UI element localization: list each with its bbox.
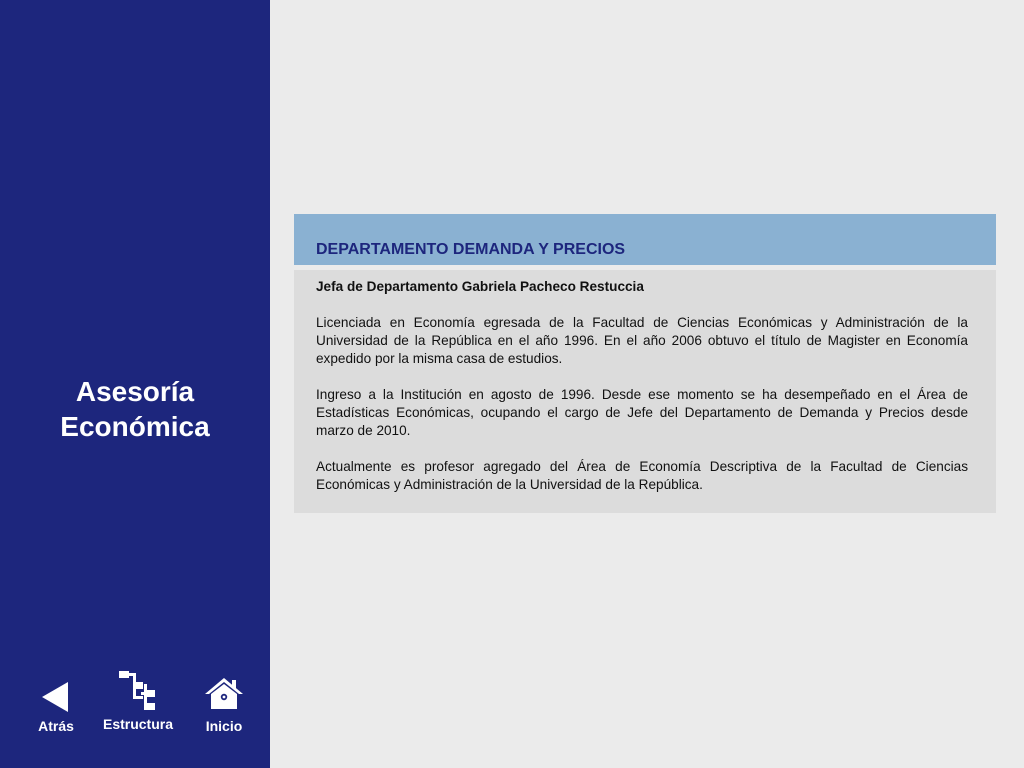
structure-button[interactable] bbox=[98, 668, 178, 736]
sidebar-title bbox=[0, 374, 270, 444]
sidebar bbox=[0, 0, 270, 768]
home-label: Inicio bbox=[205, 718, 243, 734]
panel-header-title: DEPARTAMENTO DEMANDA Y PRECIOS bbox=[316, 241, 626, 258]
structure-tree-icon bbox=[118, 670, 158, 712]
panel-content bbox=[316, 278, 968, 494]
home-icon bbox=[204, 676, 244, 712]
department-head-name: Jefa de Departamento Gabriela Pacheco Restuccia bbox=[316, 279, 644, 294]
sidebar-title-line2: Económica bbox=[60, 411, 210, 442]
back-arrow-icon bbox=[42, 682, 70, 712]
structure-label: Estructura bbox=[102, 716, 174, 732]
back-label: Atrás bbox=[38, 718, 74, 734]
back-button[interactable] bbox=[30, 678, 82, 738]
panel-body bbox=[294, 270, 996, 513]
bio-paragraph-2: Ingreso a la Institución en agosto de 1996. Desde ese momento se ha desempeñado en el Área de Estadísticas Económicas, ocupando el cargo de Jefe del Departamento de Demanda y Precios desde marzo de 2010. bbox=[316, 387, 968, 438]
sidebar-title-line1: Asesoría bbox=[75, 376, 195, 407]
bio-paragraph-1: Licenciada en Economía egresada de la Facultad de Ciencias Económicas y Administración de la Universidad de la República en el año 1996. En el año 2006 obtuvo el título de Magister en Economía expedido por la misma casa de estudios. bbox=[316, 315, 968, 366]
panel-header bbox=[294, 214, 996, 265]
bio-paragraph-3: Actualmente es profesor agregado del Área de Economía Descriptiva de la Facultad de Ciencias Económicas y Administración de la Universidad de la República. bbox=[316, 459, 968, 492]
home-button[interactable] bbox=[196, 674, 252, 738]
